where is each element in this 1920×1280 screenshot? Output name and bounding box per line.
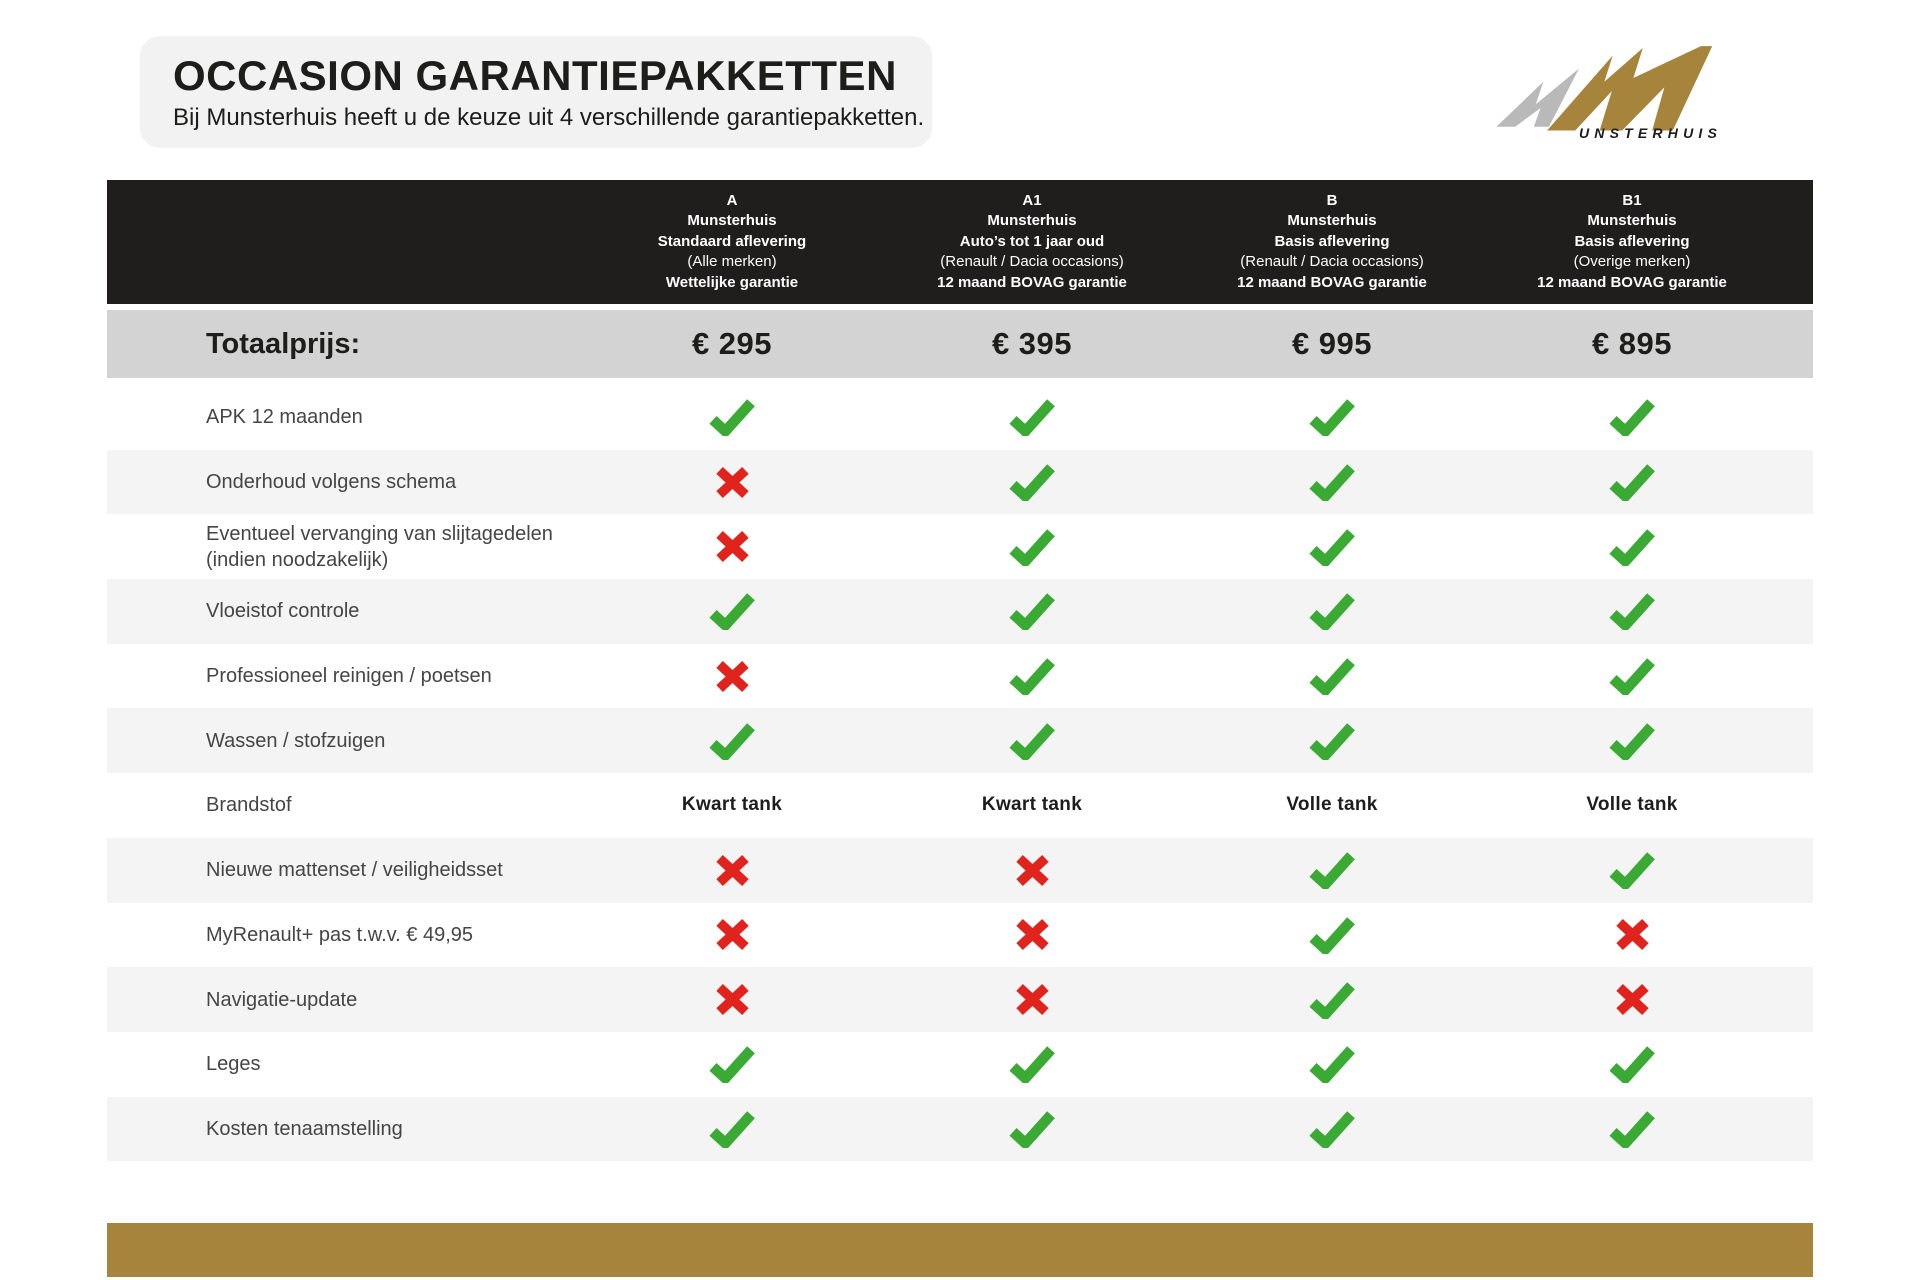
table-row: [107, 903, 1813, 968]
check-cell: [1482, 398, 1782, 436]
cross-icon: [1615, 919, 1650, 950]
check-icon: [1309, 1045, 1355, 1083]
check-cell: [1182, 398, 1482, 436]
check-icon: [1009, 1045, 1055, 1083]
check-icon: [1609, 1045, 1655, 1083]
column-brand: Munsterhuis: [687, 212, 777, 230]
table-row: [107, 967, 1813, 1032]
feature-rows: [107, 385, 1813, 1161]
table-row: [107, 644, 1813, 709]
check-icon: [1609, 528, 1655, 566]
cross-icon: [715, 467, 750, 498]
check-icon: [709, 398, 755, 436]
check-icon: [1309, 981, 1355, 1019]
table-row: [107, 385, 1813, 450]
feature-label: Vloeistof controle: [206, 600, 360, 623]
column-warranty: Wettelijke garantie: [665, 273, 799, 291]
table-row: [107, 579, 1813, 644]
check-icon: [1609, 851, 1655, 889]
check-icon: [1009, 528, 1055, 566]
tank-value: Volle tank: [1586, 794, 1678, 816]
check-cell: [882, 528, 1182, 566]
column-header-a: [582, 191, 882, 294]
cross-icon: [715, 855, 750, 886]
check-cell: [1482, 722, 1782, 760]
check-cell: [1482, 528, 1782, 566]
column-code: B: [1326, 191, 1338, 209]
check-icon: [1309, 592, 1355, 630]
column-header-b1: [1482, 191, 1782, 294]
column-code: A1: [1022, 191, 1042, 209]
column-header-b: [1182, 191, 1482, 294]
table-header-row: [107, 180, 1813, 304]
check-icon: [1009, 657, 1055, 695]
check-cell: [582, 398, 882, 436]
check-cell: [582, 592, 882, 630]
check-cell: [882, 722, 1182, 760]
column-warranty: 12 maand BOVAG garantie: [937, 273, 1127, 291]
table-row: [107, 838, 1813, 903]
column-brand: Munsterhuis: [987, 212, 1077, 230]
check-cell: [882, 1045, 1182, 1083]
check-cell: [1482, 1110, 1782, 1148]
check-cell: [1482, 592, 1782, 630]
feature-label: Navigatie-update: [206, 988, 358, 1011]
check-icon: [1309, 398, 1355, 436]
feature-label: Kosten tenaamstelling: [206, 1117, 403, 1140]
check-cell: [1482, 851, 1782, 889]
check-cell: [1182, 981, 1482, 1019]
feature-label: APK 12 maanden: [206, 406, 363, 429]
feature-label: Onderhoud volgens schema: [206, 471, 457, 494]
table-row: [107, 450, 1813, 515]
check-icon: [709, 1110, 755, 1148]
cross-icon: [1615, 984, 1650, 1015]
check-cell: [882, 1110, 1182, 1148]
check-icon: [1609, 398, 1655, 436]
check-icon: [1309, 722, 1355, 760]
table-row: [107, 773, 1813, 838]
footer-gold-bar: [107, 1223, 1813, 1277]
cross-cell: [582, 661, 882, 692]
check-icon: [709, 592, 755, 630]
cross-icon: [715, 661, 750, 692]
check-icon: [1309, 1110, 1355, 1148]
cross-cell: [882, 984, 1182, 1015]
cross-cell: [1482, 919, 1782, 950]
cross-cell: [1482, 984, 1782, 1015]
total-price-b: € 995: [1291, 326, 1373, 361]
cross-icon: [715, 531, 750, 562]
table-row: [107, 1097, 1813, 1162]
spacer: [107, 378, 1813, 385]
check-icon: [1009, 463, 1055, 501]
check-icon: [1309, 528, 1355, 566]
total-price-a1: € 395: [991, 326, 1073, 361]
check-icon: [1009, 722, 1055, 760]
check-cell: [882, 463, 1182, 501]
check-cell: [882, 592, 1182, 630]
feature-label: Brandstof: [206, 794, 292, 817]
check-icon: [1309, 657, 1355, 695]
column-code: A: [726, 191, 738, 209]
check-cell: [1482, 657, 1782, 695]
logo-bolt-gold-icon: [1547, 46, 1712, 130]
check-cell: [1182, 722, 1482, 760]
check-cell: [1182, 592, 1482, 630]
check-cell: [1182, 851, 1482, 889]
check-cell: [582, 1045, 882, 1083]
check-icon: [1309, 916, 1355, 954]
check-cell: [582, 1110, 882, 1148]
cross-cell: [882, 855, 1182, 886]
cross-cell: [582, 919, 882, 950]
cross-icon: [715, 919, 750, 950]
cross-cell: [582, 855, 882, 886]
cross-cell: [882, 919, 1182, 950]
check-icon: [1309, 851, 1355, 889]
check-icon: [1609, 1110, 1655, 1148]
column-code: B1: [1622, 191, 1642, 209]
check-cell: [582, 722, 882, 760]
column-scope: (Overige merken): [1573, 253, 1691, 271]
column-header-a1: [882, 191, 1182, 294]
title-box: [140, 36, 932, 148]
cross-icon: [1015, 984, 1050, 1015]
cross-cell: [582, 531, 882, 562]
tank-value: Volle tank: [1286, 794, 1378, 816]
column-scope: (Renault / Dacia occasions): [940, 253, 1124, 271]
check-icon: [709, 1045, 755, 1083]
tank-value: Kwart tank: [681, 794, 783, 816]
column-desc: Standaard aflevering: [657, 232, 807, 250]
column-warranty: 12 maand BOVAG garantie: [1237, 273, 1427, 291]
column-brand: Munsterhuis: [1287, 212, 1377, 230]
table-row: [107, 1032, 1813, 1097]
munsterhuis-logo-icon: [1487, 42, 1731, 144]
column-scope: (Alle merken): [687, 253, 777, 271]
table-row: [107, 708, 1813, 773]
page-title: OCCASION GARANTIEPAKKETTEN: [173, 52, 897, 99]
feature-label: Nieuwe mattenset / veiligheidsset: [206, 859, 503, 882]
comparison-table: [107, 180, 1813, 1161]
check-icon: [1609, 722, 1655, 760]
check-icon: [1309, 463, 1355, 501]
check-cell: [1182, 657, 1482, 695]
cross-icon: [1015, 855, 1050, 886]
cross-icon: [715, 984, 750, 1015]
check-cell: [1182, 1110, 1482, 1148]
check-icon: [1009, 398, 1055, 436]
table-row: [107, 514, 1813, 579]
check-icon: [1609, 657, 1655, 695]
column-desc: Basis aflevering: [1274, 232, 1390, 250]
feature-label: MyRenault+ pas t.w.v. € 49,95: [206, 923, 474, 946]
logo-text: UNSTERHUIS: [1578, 125, 1723, 142]
check-cell: [1482, 1045, 1782, 1083]
page-subtitle: Bij Munsterhuis heeft u de keuze uit 4 verschillende garantiepakketten.: [173, 104, 925, 131]
check-cell: [1182, 528, 1482, 566]
total-price-a: € 295: [691, 326, 773, 361]
feature-label: Wassen / stofzuigen: [206, 729, 386, 752]
check-icon: [1009, 592, 1055, 630]
column-desc: Basis aflevering: [1574, 232, 1690, 250]
check-cell: [882, 657, 1182, 695]
tank-value: Kwart tank: [981, 794, 1083, 816]
total-price-label: Totaalprijs:: [206, 327, 361, 360]
munsterhuis-logo: [1487, 42, 1731, 144]
check-icon: [1609, 463, 1655, 501]
check-cell: [882, 398, 1182, 436]
column-brand: Munsterhuis: [1587, 212, 1677, 230]
feature-label: Leges: [206, 1053, 261, 1076]
check-icon: [709, 722, 755, 760]
check-cell: [1182, 463, 1482, 501]
total-price-b1: € 895: [1591, 326, 1673, 361]
column-scope: (Renault / Dacia occasions): [1240, 253, 1424, 271]
check-cell: [1482, 463, 1782, 501]
cross-cell: [582, 467, 882, 498]
feature-label: Eventueel vervanging van slijtagedelen (indien noodzakelijk): [206, 522, 553, 571]
cross-icon: [1015, 919, 1050, 950]
column-warranty: 12 maand BOVAG garantie: [1537, 273, 1727, 291]
total-price-row: [107, 310, 1813, 378]
feature-label: Professioneel reinigen / poetsen: [206, 665, 492, 688]
check-cell: [1182, 1045, 1482, 1083]
check-cell: [1182, 916, 1482, 954]
cross-cell: [582, 984, 882, 1015]
check-icon: [1009, 1110, 1055, 1148]
column-desc: Auto’s tot 1 jaar oud: [959, 232, 1105, 250]
check-icon: [1609, 592, 1655, 630]
